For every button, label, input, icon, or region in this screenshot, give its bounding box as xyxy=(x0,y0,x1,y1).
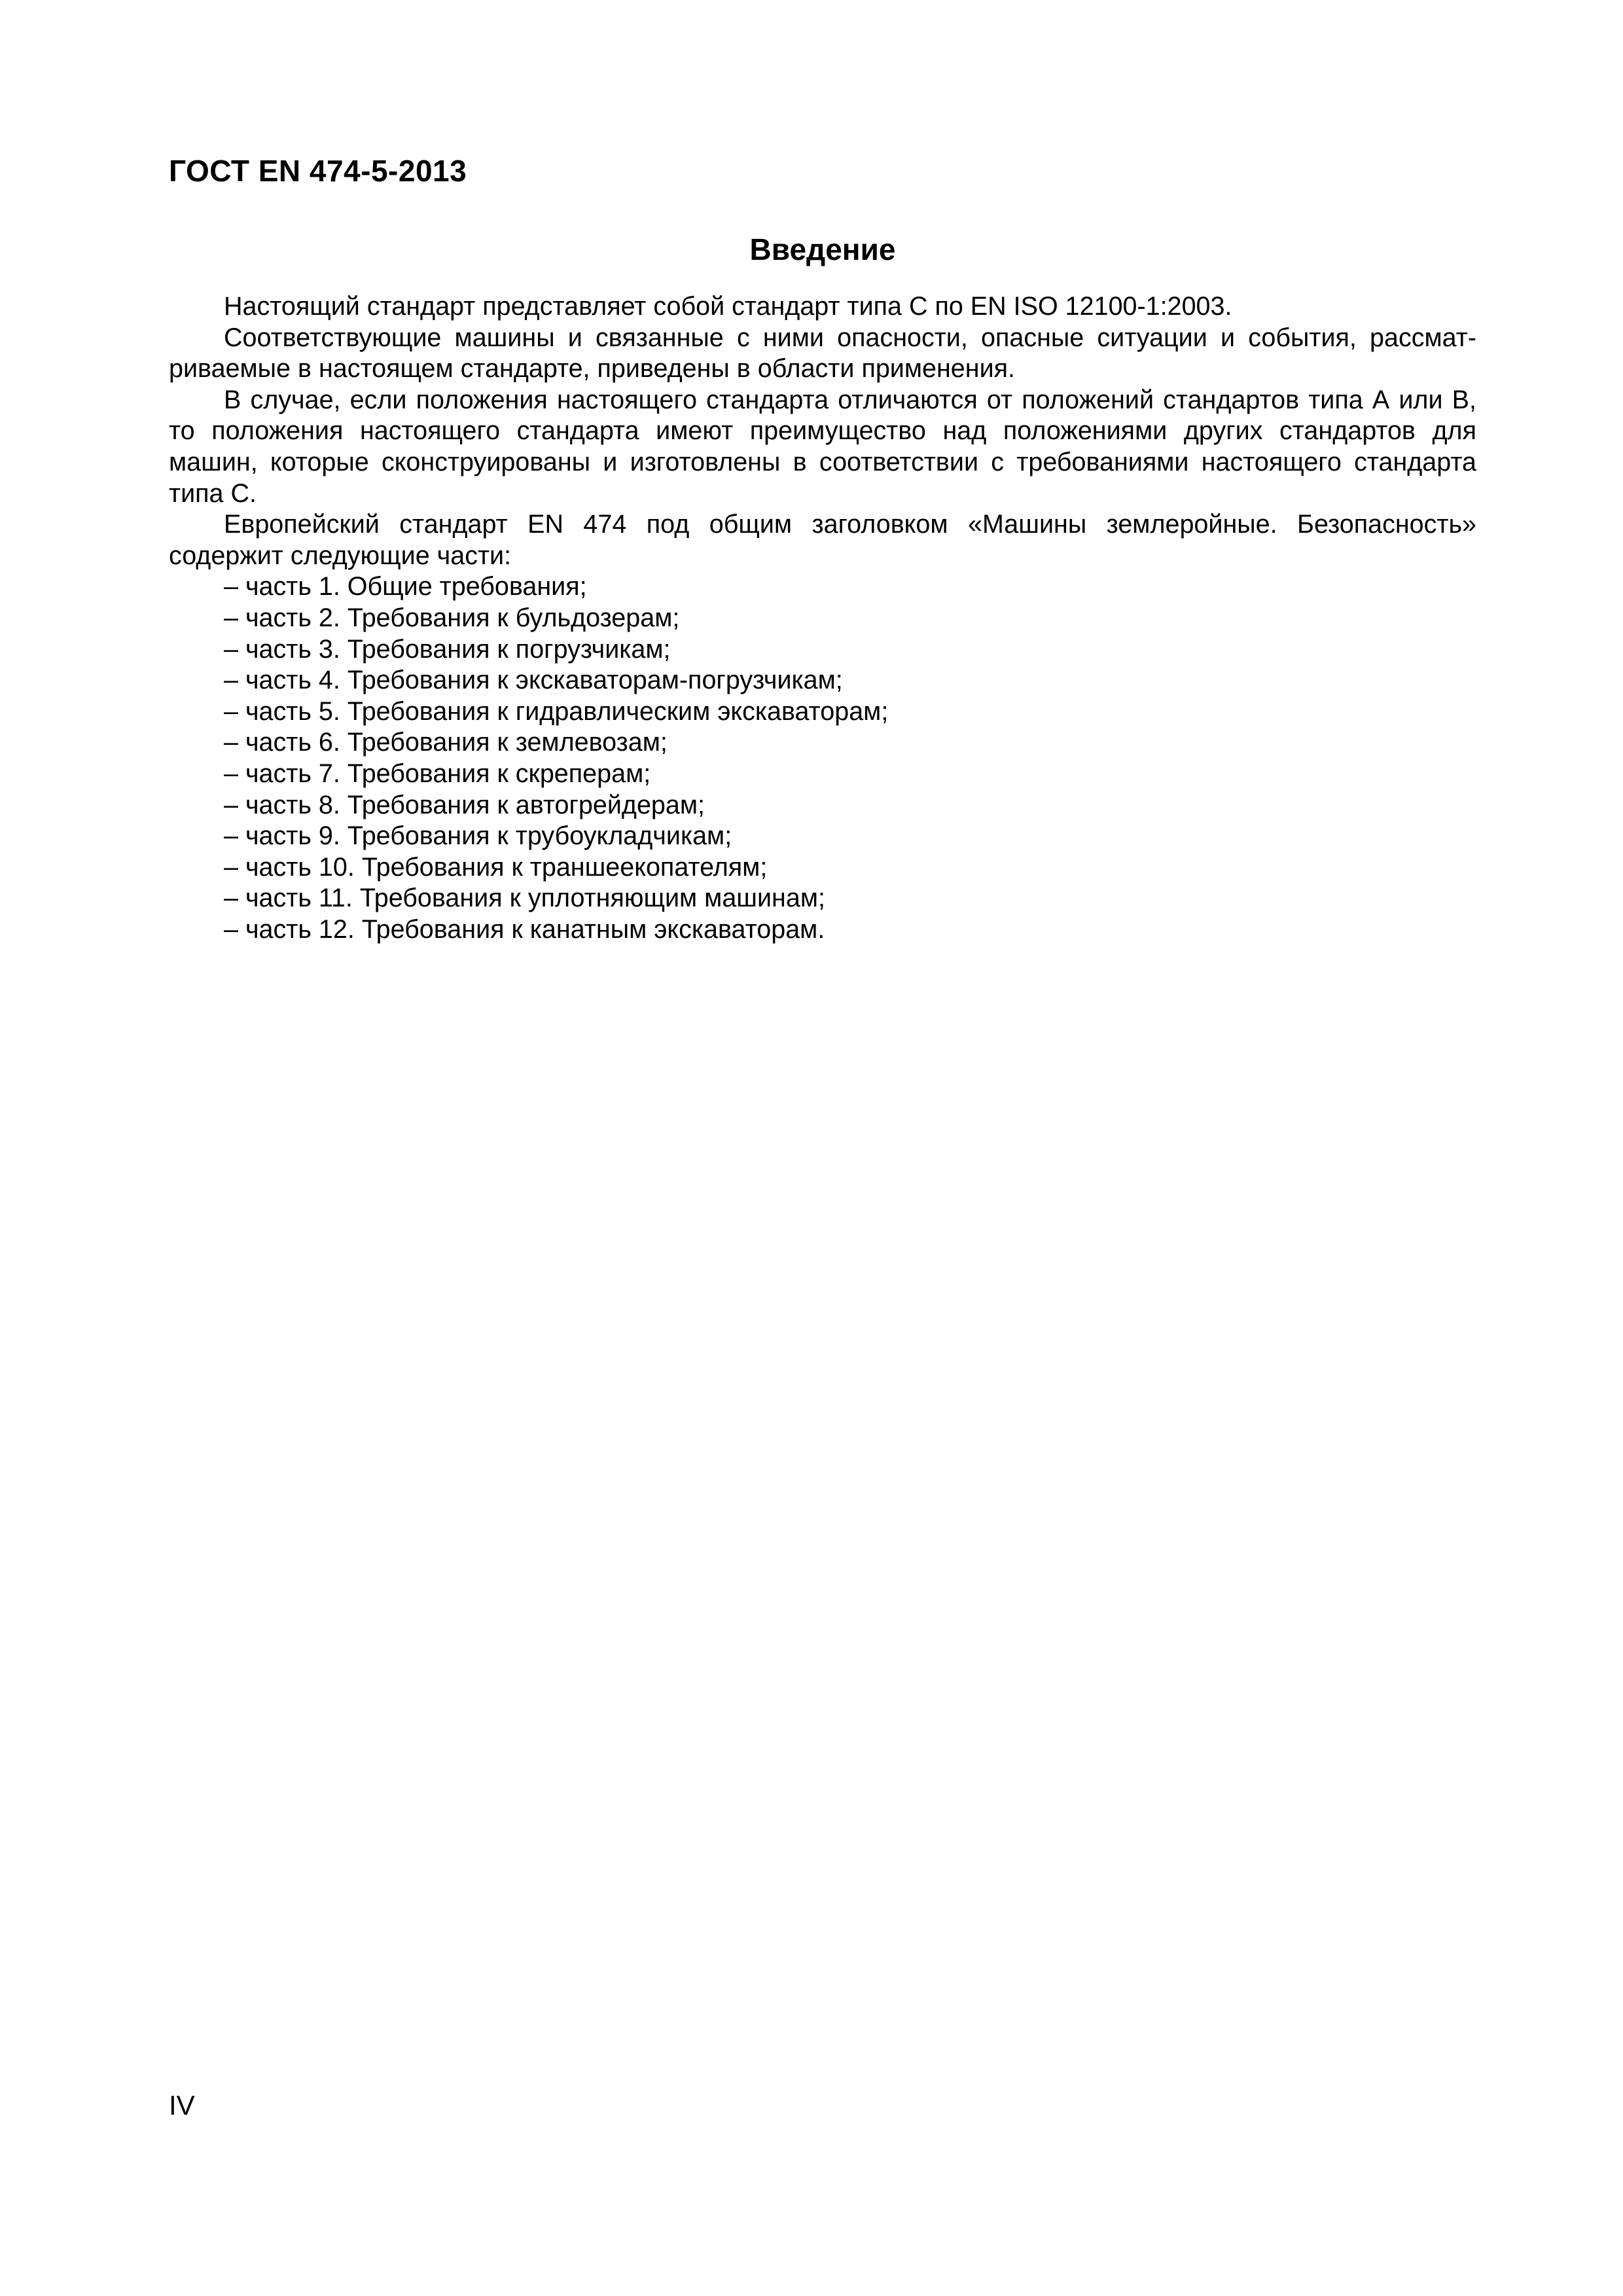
list-item: – часть 11. Требования к уплотняющим машинам; xyxy=(224,884,825,913)
list-item: – часть 5. Требования к гидравлическим экскаваторам; xyxy=(224,696,889,726)
list-item: – часть 6. Требования к землевозам; xyxy=(224,728,668,757)
page-number: IV xyxy=(169,2090,195,2121)
list-item: – часть 9. Требования к трубоукладчикам; xyxy=(224,821,732,851)
standard-parts-list xyxy=(169,571,1476,945)
list-item: – часть 8. Требования к автогрейдерам; xyxy=(224,790,705,819)
paragraph: В случае, если положения настоящего стандарта отличаются от положений стандартов типа А или В, то положения настоящего стандарта имеют преимущество над положениями других стандартов для машин, которые сконструированы и изготовлены в соответствии с требованиями настоящего стандарта типа С. xyxy=(169,385,1476,508)
list-item: – часть 2. Требования к бульдозерам; xyxy=(224,603,680,632)
list-item: – часть 4. Требования к экскаваторам-погрузчикам; xyxy=(224,666,843,695)
document-code: ГОСТ EN 474-5-2013 xyxy=(169,154,467,188)
list-item: – часть 1. Общие требования; xyxy=(224,572,587,601)
paragraph: Настоящий стандарт представляет собой стандарт типа С по EN ISO 12100-1:2003. xyxy=(224,292,1232,321)
list-item: – часть 7. Требования к скреперам; xyxy=(224,759,651,788)
list-item: – часть 3. Требования к погрузчикам; xyxy=(224,634,671,664)
section-title: Введение xyxy=(749,232,896,266)
list-item: – часть 10. Требования к траншеекопателям; xyxy=(224,852,768,882)
introduction-body xyxy=(169,291,1476,945)
list-item: – часть 12. Требования к канатным экскаваторам. xyxy=(224,914,825,944)
paragraph: Соответствующие машины и связанные с ними опасности, опасные ситуации и события, рассмат-риваемые в настоящем стандарте, приведены в области применения. xyxy=(169,323,1476,384)
paragraph: Европейский стандарт EN 474 под общим заголовком «Машины землеройные. Безопасность» содержит следующие части: xyxy=(169,510,1476,570)
